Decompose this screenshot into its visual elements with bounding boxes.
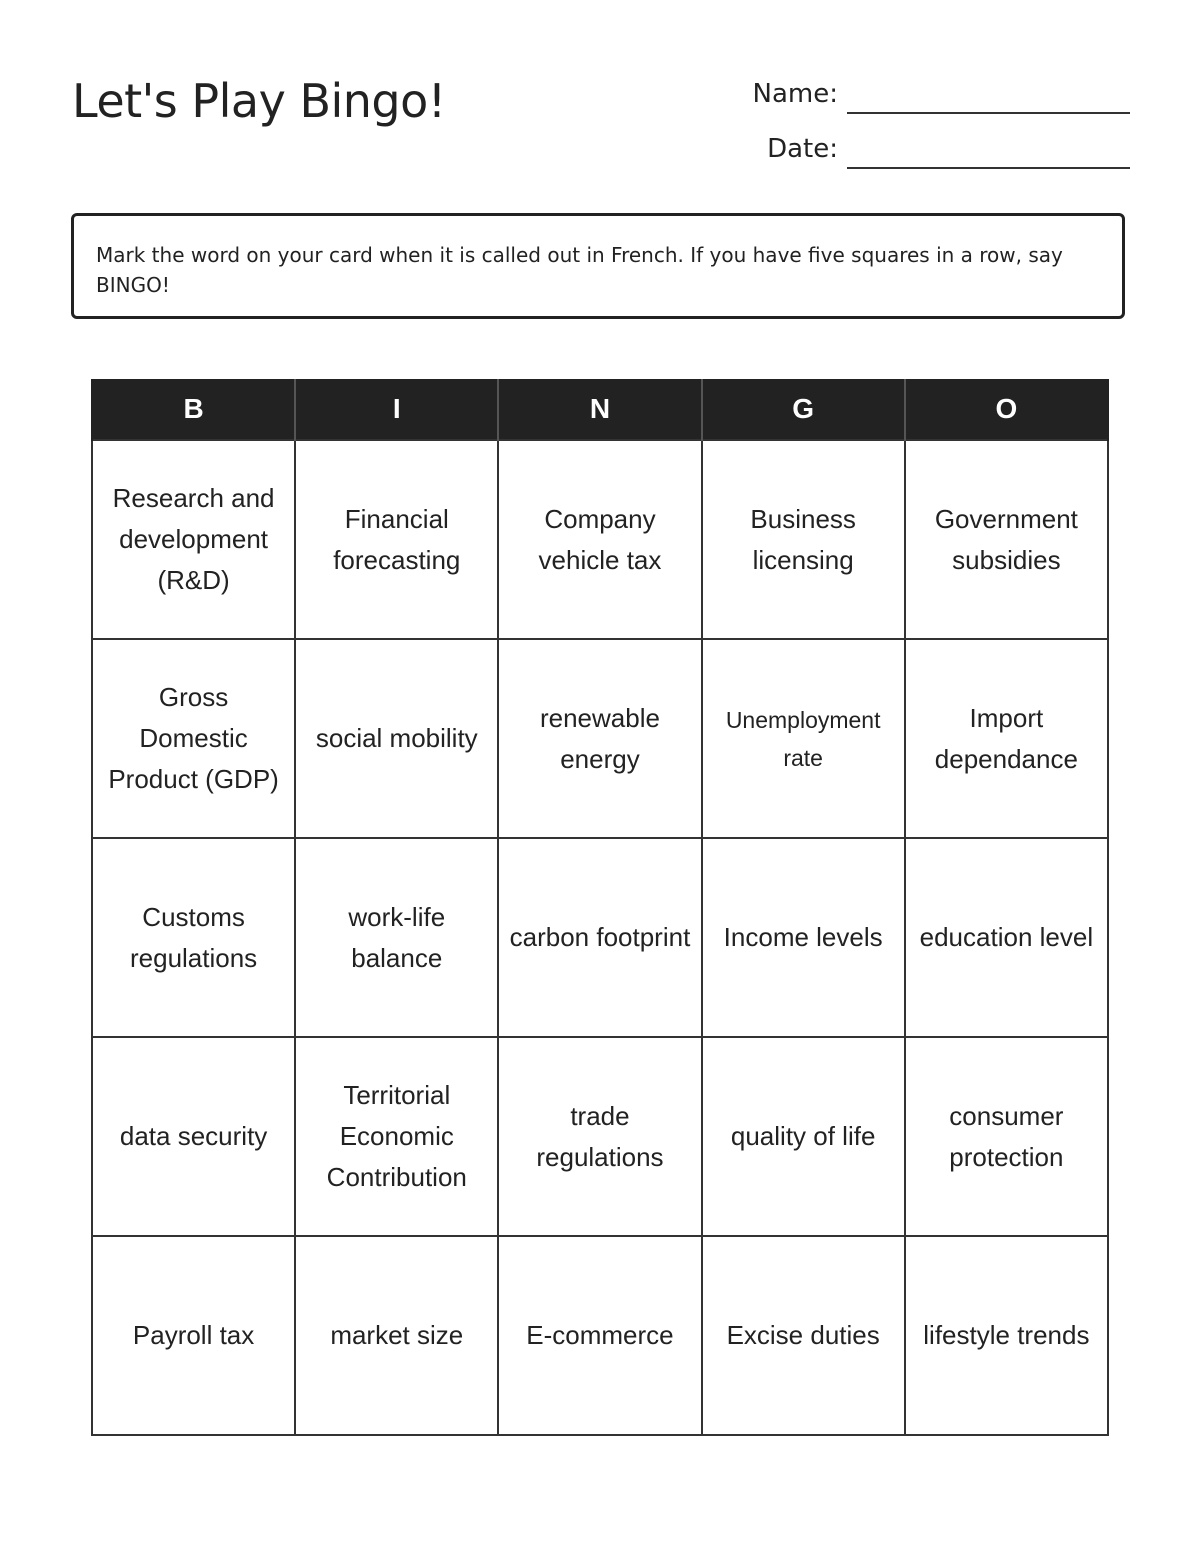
bingo-row <box>92 1037 1108 1236</box>
bingo-square[interactable]: Company vehicle tax <box>498 440 701 639</box>
bingo-header-row <box>92 379 1108 440</box>
column-header-n: N <box>498 379 701 440</box>
bingo-square[interactable]: work-life balance <box>295 838 498 1037</box>
bingo-square[interactable]: data security <box>92 1037 295 1236</box>
bingo-square[interactable]: Gross Domestic Product (GDP) <box>92 639 295 838</box>
column-header-o: O <box>905 379 1108 440</box>
bingo-card <box>91 379 1109 1436</box>
bingo-row <box>92 639 1108 838</box>
bingo-square[interactable]: lifestyle trends <box>905 1236 1108 1435</box>
bingo-row <box>92 1236 1108 1435</box>
name-label: Name: <box>752 79 838 109</box>
bingo-square[interactable]: carbon footprint <box>498 838 701 1037</box>
name-blank-line[interactable] <box>847 112 1130 114</box>
bingo-square[interactable]: Financial forecasting <box>295 440 498 639</box>
instructions-box: Mark the word on your card when it is called out in French. If you have five squares in a row, say BINGO! <box>71 213 1125 319</box>
bingo-square[interactable]: Import dependance <box>905 639 1108 838</box>
bingo-square[interactable]: Income levels <box>702 838 905 1037</box>
bingo-square[interactable]: trade regulations <box>498 1037 701 1236</box>
bingo-square[interactable]: Business licensing <box>702 440 905 639</box>
bingo-row <box>92 838 1108 1037</box>
name-field <box>700 76 1130 116</box>
bingo-square[interactable]: Excise duties <box>702 1236 905 1435</box>
date-label: Date: <box>767 134 838 164</box>
date-field <box>700 131 1130 171</box>
bingo-square[interactable]: renewable energy <box>498 639 701 838</box>
page-title: Let's Play Bingo! <box>72 74 446 128</box>
column-header-i: I <box>295 379 498 440</box>
bingo-square[interactable]: Unemployment rate <box>702 639 905 838</box>
bingo-square[interactable]: E-commerce <box>498 1236 701 1435</box>
column-header-g: G <box>702 379 905 440</box>
bingo-row <box>92 440 1108 639</box>
bingo-square[interactable]: social mobility <box>295 639 498 838</box>
bingo-square[interactable]: Government subsidies <box>905 440 1108 639</box>
bingo-square[interactable]: consumer protection <box>905 1037 1108 1236</box>
bingo-square[interactable]: market size <box>295 1236 498 1435</box>
bingo-square[interactable]: quality of life <box>702 1037 905 1236</box>
bingo-square[interactable]: education level <box>905 838 1108 1037</box>
date-blank-line[interactable] <box>847 167 1130 169</box>
bingo-square[interactable]: Research and development (R&D) <box>92 440 295 639</box>
bingo-square[interactable]: Territorial Economic Contribution <box>295 1037 498 1236</box>
bingo-square[interactable]: Payroll tax <box>92 1236 295 1435</box>
bingo-square[interactable]: Customs regulations <box>92 838 295 1037</box>
column-header-b: B <box>92 379 295 440</box>
